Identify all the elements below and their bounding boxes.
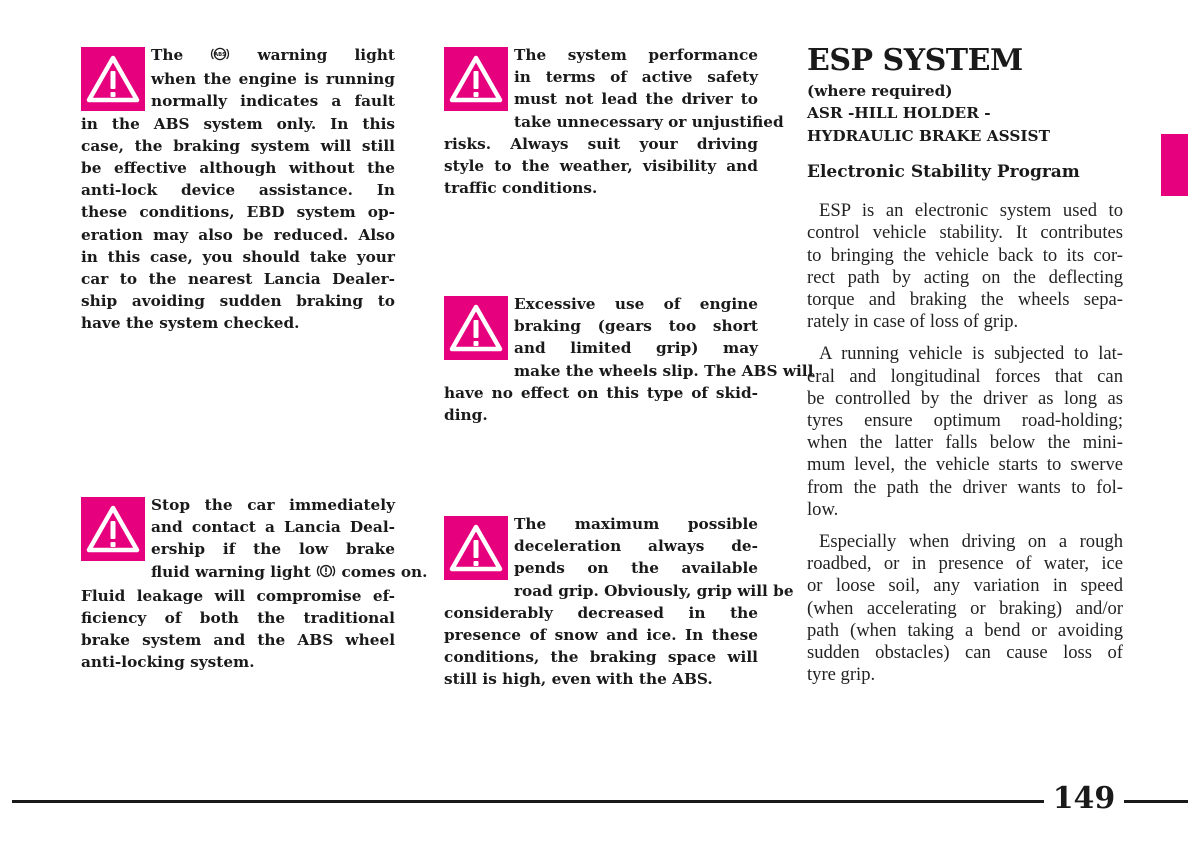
warning-engine-braking [444,293,814,426]
warning-text-line: Excessive use of engine [514,295,758,313]
brake-fluid-indicator-icon [316,563,336,585]
warning-text-line: these conditions, EBD system op- [81,203,395,222]
warning-text-line: in the ABS system only. In this [81,114,395,133]
warning-text-line: road grip. Obviously, grip will be [514,581,794,600]
warning-text-line: must not lead the driver to [514,90,758,109]
body-text-line: from the path the driver wants to fol- [807,476,1123,498]
body-text-line: path (when taking a bend or avoiding [807,619,1123,641]
warning-text-line: and contact a Lancia Deal- [151,518,395,537]
right-column [807,44,1123,696]
section-subtitle [807,80,1123,147]
warning-triangle-icon [81,497,145,561]
body-text-line: eral and longitudinal forces that can [807,365,1123,387]
body-text-line: sudden obstacles) can cause loss of [807,642,1123,664]
warning-text-line: have the system checked. [81,314,300,333]
warning-text-line: case, the braking system will still [81,136,395,155]
chapter-tab-marker [1161,134,1188,196]
warning-text-line: anti-lock device assistance. In [81,181,395,200]
body-text-line: when the latter falls below the mini- [807,432,1123,454]
body-text-line: control vehicle stability. It contributes [807,222,1123,244]
body-text-line: tyre grip. [807,664,876,686]
warning-text-line: in this case, you should take your [81,247,395,266]
warning-text-line: braking (gears too short [514,317,758,336]
section-subtitle-line: ASR -HILL HOLDER - [807,104,991,123]
body-text-line: tyres ensure optimum road-holding; [807,410,1123,432]
warning-abs-light [81,44,395,335]
warning-brake-fluid [81,494,428,674]
warning-text-line: anti-locking system. [81,653,255,672]
warning-text-line: presence of snow and ice. In these [444,626,758,645]
body-paragraph [807,343,1123,521]
section-subtitle-line: HYDRAULIC BRAKE ASSIST [807,126,1050,145]
warning-text-line: eration may also be reduced. Also [81,225,395,244]
warning-text-line: The maximum possible [514,515,758,533]
body-text-line: mum level, the vehicle starts to swerve [807,454,1123,476]
warning-text-line: car to the nearest Lancia Dealer- [81,270,395,289]
body-text-line: ESP is an electronic system used to [819,200,1123,222]
body-text-line: or loose soil, any variation in speed [807,575,1123,597]
warning-text-line: still is high, even with the ABS. [444,670,713,689]
body-text-line: rately in case of loss of grip. [807,311,1019,333]
footer-rule-left [12,800,1044,803]
warning-text-line: in terms of active safety [514,68,758,87]
warning-text-line: ding. [444,406,488,425]
body-text-line: low. [807,498,839,520]
body-text-line: rect path by acting on the deflecting [807,266,1123,288]
body-text-line: be controlled by the driver as long as [807,387,1123,409]
warning-text-line: fluid warning light comes on. [81,561,395,585]
warning-text-line: normally indicates a fault [151,92,395,111]
warning-text-line: ficiency of both the traditional [81,609,395,628]
body-text-line: (when accelerating or braking) and/or [807,597,1123,619]
warning-active-safety [444,44,784,199]
warning-text-line: risks. Always suit your driving [444,134,758,153]
warning-triangle-icon [444,47,508,111]
warning-text-line: The ABS warning light [81,44,395,68]
warning-text-line: Stop the car immediately [151,496,395,514]
footer-rule-right [1124,800,1188,803]
warning-text-line: take unnecessary or unjustified [514,112,784,131]
page-number: 149 [1052,781,1116,816]
warning-text-line: make the wheels slip. The ABS will [514,361,814,380]
warning-text-line: ership if the low brake [151,540,395,559]
body-text-line: Especially when driving on a rough [819,531,1123,553]
warning-triangle-icon [81,47,145,111]
warning-text-line: Fluid leakage will compromise ef- [81,586,395,605]
section-title: ESP SYSTEM [807,43,1023,78]
warning-triangle-icon [444,296,508,360]
section-subtitle-line: (where required) [807,82,953,100]
body-paragraph [807,200,1123,333]
warning-triangle-icon [444,516,508,580]
warning-text-line: and limited grip) may [514,339,758,358]
body-paragraph [807,531,1123,686]
warning-text-line: considerably decreased in the [444,603,758,622]
body-text-line: to bringing the vehicle back to its cor- [807,244,1123,266]
warning-text-line: The system performance [514,46,758,64]
warning-text-line: ship avoiding sudden braking to [81,292,395,311]
section-body [807,200,1123,686]
section-heading: Electronic Stability Program [807,162,1080,183]
warning-text-line: deceleration always de- [514,537,758,556]
warning-text-line: traffic conditions. [444,179,598,198]
abs-indicator-icon [210,46,230,68]
body-text-line: torque and braking the wheels sepa- [807,289,1123,311]
body-text-line: A running vehicle is subjected to lat- [819,343,1123,365]
warning-text-line: when the engine is running [151,70,395,89]
warning-text-line: conditions, the braking space will [444,648,758,667]
warning-deceleration [444,513,794,691]
warning-text-line: pends on the available [514,559,758,578]
svg-text:ABS: ABS [214,52,227,59]
warning-text-line: be effective although without the [81,159,395,178]
warning-text-line: have no effect on this type of skid- [444,383,758,402]
warning-text-line: style to the weather, visibility and [444,157,758,176]
warning-text-line: brake system and the ABS wheel [81,631,395,650]
body-text-line: roadbed, or in presence of water, ice [807,553,1123,575]
